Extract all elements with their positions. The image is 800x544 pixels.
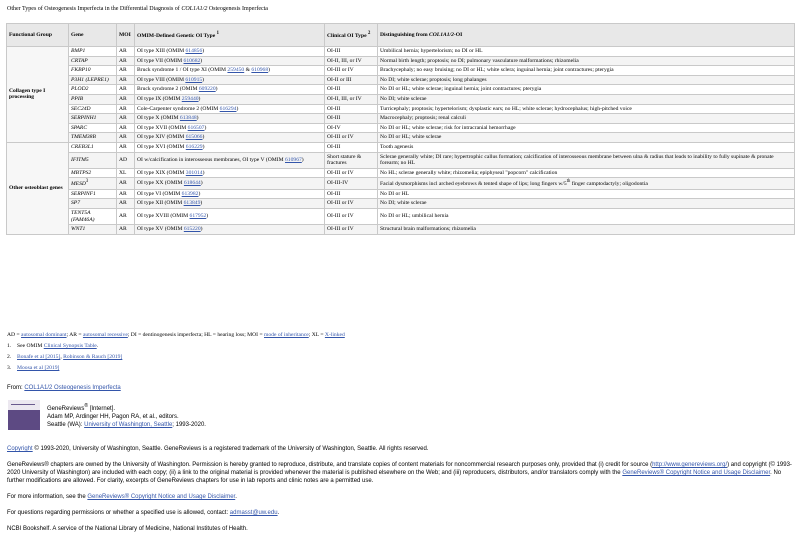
distinguishing-cell: No HL; sclerae generally white; rhizomelia; epiphyseal "popcorn" calcification (378, 168, 795, 178)
moi-cell: AR (117, 142, 135, 152)
omim-type-cell: OI type XVIII (OMIM 617952) (135, 208, 325, 224)
distinguishing-cell: Facial dysmorphisms incl arched eyebrows & tented shape of lips; long fingers w/5th finger camptodactyly; oligodontia (378, 178, 795, 189)
genereviews-cover-image[interactable] (8, 400, 40, 430)
table-row (7, 123, 795, 133)
moi-cell: AR (117, 104, 135, 114)
moi-cell: AR (117, 85, 135, 95)
omim-link[interactable]: 610682 (183, 57, 201, 64)
omim-link[interactable]: 613982 (181, 190, 199, 197)
omim-type-cell: OI type XVI (OMIM 616229) (135, 142, 325, 152)
table-row (7, 133, 795, 143)
link-copyright[interactable]: Copyright (7, 446, 33, 452)
moi-cell: AR (117, 208, 135, 224)
omim-type-cell: Bruck syndrome 2 (OMIM 609220) (135, 85, 325, 95)
distinguishing-cell: Macrocephaly; proptosis; renal calculi (378, 114, 795, 124)
clinical-type-cell: OI-III-IV (325, 178, 378, 189)
omim-type-cell: OI type XIII (OMIM 614856) (135, 47, 325, 57)
clinical-type-cell: OI-III or IV (325, 208, 378, 224)
link-x-linked[interactable]: X-linked (324, 332, 345, 338)
moi-cell: AR (117, 94, 135, 104)
omim-link[interactable]: 613848 (179, 115, 197, 122)
gene-cell: WNT1 (69, 225, 117, 235)
table-row (7, 75, 795, 85)
clinical-type-cell: OI-III or IV (325, 133, 378, 143)
omim-type-cell: OI type XIV (OMIM 615066) (135, 133, 325, 143)
omim-link[interactable]: 613849 (183, 200, 201, 207)
omim-link[interactable]: 610968 (251, 67, 269, 74)
clinical-type-cell: OI-IV (325, 123, 378, 133)
omim-type-cell: OI type XII (OMIM 613849) (135, 199, 325, 209)
distinguishing-cell: Umbilical hernia; hypertelorism; no DI or HL (378, 47, 795, 57)
omim-type-cell: OI type XV (OMIM 615220) (135, 225, 325, 235)
footnote-3: 3. Moosa et al [2019] (7, 365, 60, 371)
header-moi: MOI (117, 24, 135, 47)
moi-cell: AR (117, 199, 135, 209)
clinical-type-cell: OI-II or III (325, 75, 378, 85)
clinical-type-cell: OI-III (325, 85, 378, 95)
table-row (7, 47, 795, 57)
table-row (7, 114, 795, 124)
permission-text: GeneReviews® chapters are owned by the University of Washington. Permission is hereby granted to reproduce, distribute, and translate copies of content materials for noncommercial research purposes only, provided that (i) credit for source (http://www.genereviews.org/) and copyright (© 1993-2020 University of Washington) are included with each copy; (ii) a link to the original material is provided whenever the material is published elsewhere on the Web; and (iii) reproducers, distributors, and/or translators comply with the GeneReviews® Copyright Notice and Usage Disclaimer. No further modifications are allowed. For clarity, excerpts of GeneReviews chapters for use in lab reports and clinic notes are a permitted use. (7, 462, 792, 484)
distinguishing-cell: No DI or HL; umbilical hernia (378, 208, 795, 224)
clinical-type-cell: OI-III (325, 47, 378, 57)
clinical-type-cell: OI-II, III, or IV (325, 56, 378, 66)
omim-type-cell: OI type VIII (OMIM 610915) (135, 75, 325, 85)
legal-text (7, 445, 793, 541)
gene-cell: MBTPS2 (69, 168, 117, 178)
link-copyright-notice[interactable]: GeneReviews® Copyright Notice and Usage Disclaimer (622, 470, 771, 476)
omim-link[interactable]: 259450 (227, 67, 245, 74)
contact-text: For questions regarding permissions or whether a specified use is allowed, contact: admasst@uw.edu. (7, 510, 280, 516)
omim-link[interactable]: 610915 (185, 76, 203, 83)
table-caption (7, 5, 268, 13)
gene-cell: BMP1 (69, 47, 117, 57)
distinguishing-cell: Structural brain malformations; rhizomelia (378, 225, 795, 235)
distinguishing-cell: No DI or HL; white sclerae; inguinal hernia; joint contractures; pterygia (378, 85, 795, 95)
link-bonafe[interactable]: Bonafe et al [2015] (17, 354, 61, 360)
distinguishing-cell: No DI; white sclerae (378, 94, 795, 104)
clinical-type-cell: OI-II, III, or IV (325, 94, 378, 104)
moi-cell: AR (117, 178, 135, 189)
clinical-type-cell: OI-III (325, 142, 378, 152)
omim-link[interactable]: 259440 (181, 95, 199, 102)
abbreviations: AD = autosomal dominant; AR = autosomal recessive; DI = dentinogenesis imperfecta; HL = hearing loss; MOI = mode of inheritance; XL = X-linked (7, 332, 345, 338)
link-autosomal-recessive[interactable]: autosomal recessive (82, 332, 128, 338)
table-row (7, 178, 795, 189)
moi-cell: AR (117, 114, 135, 124)
distinguishing-cell: Normal birth length; proptosis; no DI; pulmonary vasculature malformations; rhizomelia (378, 56, 795, 66)
gene-cell: SP7 (69, 199, 117, 209)
header-clinical-type: Clinical OI Type $^2$ (325, 24, 378, 47)
link-copyright-notice-2[interactable]: GeneReviews® Copyright Notice and Usage Disclaimer (87, 494, 236, 500)
table-row (7, 142, 795, 152)
table-row (7, 225, 795, 235)
functional-group-cell: Other osteoblast genes (7, 142, 69, 234)
more-info-text: For more information, see the GeneReviews® Copyright Notice and Usage Disclaimer. (7, 494, 237, 500)
gene-cell: TENT5A (FAM46A) (69, 208, 117, 224)
distinguishing-cell: No DI; white sclerae (378, 199, 795, 209)
distinguishing-cell: No DI or HL (378, 189, 795, 199)
copyright-line: Copyright © 1993-2020, University of Washington, Seattle. GeneReviews is a registered trademark of the University of Washington, Seattle. All rights reserved. (7, 446, 429, 452)
header-distinguishing: Distinguishing from COL1A1/2-OI (378, 24, 795, 47)
omim-link[interactable]: 618644 (183, 180, 201, 187)
ncbi-bookshelf-text: NCBI Bookshelf. A service of the National Library of Medicine, National Institutes of Health. (7, 526, 248, 532)
moi-cell: AR (117, 56, 135, 66)
gene-cell: SPARC (69, 123, 117, 133)
table-row (7, 66, 795, 76)
from-line: From: COL1A1/2 Osteogenesis Imperfecta (7, 385, 121, 391)
table-header-row (7, 24, 795, 47)
functional-group-cell: Collagen type I processing (7, 47, 69, 143)
header-omim-type: OMIM-Defined Genetic OI Type $^1$ (135, 24, 325, 47)
omim-link[interactable]: 617952 (189, 213, 207, 220)
gene-cell: CREB3L1 (69, 142, 117, 152)
caption-prefix: Other Types of Osteogenesis Imperfecta in the Differential Diagnosis of (7, 6, 182, 12)
link-mode-of-inheritance[interactable]: mode of inheritance (264, 332, 309, 338)
moi-cell: AD (117, 152, 135, 168)
link-robinson-rauch[interactable]: Robinson & Rauch [2019] (63, 354, 123, 360)
clinical-type-cell: OI-III or IV (325, 199, 378, 209)
clinical-type-cell: OI-III (325, 104, 378, 114)
clinical-type-cell: OI-III or IV (325, 168, 378, 178)
table-row (7, 104, 795, 114)
distinguishing-cell: Brachycephaly; no easy bruising; no DI or HL; white sclera; inguinal hernia; joint contractures; pterygia (378, 66, 795, 76)
link-clinical-synopsis[interactable]: Clinical Synopsis Table (43, 343, 97, 349)
distinguishing-cell: No DI or HL; white sclerae (378, 133, 795, 143)
citation: GeneReviews® [Internet]. Adam MP, Ardinger HH, Pagon RA, et al., editors. Seattle (WA): University of Washington, Seattle; 1993-2020. (47, 403, 206, 428)
omim-link[interactable]: 615066 (185, 134, 203, 141)
differential-table (6, 23, 795, 235)
omim-link[interactable]: 616294 (219, 105, 237, 112)
moi-cell: AR (117, 66, 135, 76)
omim-link[interactable]: 616229 (185, 143, 203, 150)
gene-cell: SERPINH1 (69, 114, 117, 124)
clinical-type-cell: OI-III or IV (325, 225, 378, 235)
moi-cell: AR (117, 133, 135, 143)
clinical-type-cell: OI-III (325, 189, 378, 199)
omim-type-cell: OI type XVII (OMIM 616507) (135, 123, 325, 133)
omim-type-cell: Cole-Carpenter syndrome 2 (OMIM 616294) (135, 104, 325, 114)
distinguishing-cell: Tooth agenesis (378, 142, 795, 152)
gene-cell: IFITM5 (69, 152, 117, 168)
moi-cell: AR (117, 47, 135, 57)
clinical-type-cell: OI-III (325, 114, 378, 124)
moi-cell: AR (117, 225, 135, 235)
omim-type-cell: OI type XX (OMIM 618644) (135, 178, 325, 189)
moi-cell: AR (117, 75, 135, 85)
table-row (7, 94, 795, 104)
caption-gene: COL1A1/2 (181, 6, 208, 12)
gene-cell: SEC24D (69, 104, 117, 114)
table-row (7, 199, 795, 209)
omim-link[interactable]: 616507 (187, 124, 205, 131)
link-autosomal-dominant[interactable]: autosomal dominant (21, 332, 67, 338)
moi-cell: XL (117, 168, 135, 178)
moi-cell: AR (117, 123, 135, 133)
caption-suffix: Osteogenesis Imperfecta (207, 6, 268, 12)
header-functional-group: Functional Group (7, 24, 69, 47)
gene-cell: PLOD2 (69, 85, 117, 95)
omim-link[interactable]: 301014 (185, 169, 203, 176)
link-moosa[interactable]: Moosa et al [2019] (17, 365, 60, 371)
distinguishing-cell: Turricephaly; proptosis; hypertelorism; dysplastic ears; no HL; white sclerae; hydrocephalus; high-pitched voice (378, 104, 795, 114)
omim-link[interactable]: 614856 (185, 48, 203, 54)
omim-type-cell: OI w/calcification in interosseous membranes, OI type V (OMIM 610967) (135, 152, 325, 168)
clinical-type-cell: Short stature & fractures (325, 152, 378, 168)
omim-type-cell: OI type IX (OMIM 259440) (135, 94, 325, 104)
gene-cell: MESD$^3$ (69, 178, 117, 189)
link-email[interactable]: admasst@uw.edu (229, 510, 278, 516)
omim-type-cell: OI type X (OMIM 613848) (135, 114, 325, 124)
table-row (7, 56, 795, 66)
gene-cell: CRTAP (69, 56, 117, 66)
omim-type-cell: OI type VII (OMIM 610682) (135, 56, 325, 66)
omim-type-cell: OI type VI (OMIM 613982) (135, 189, 325, 199)
distinguishing-cell: No DI or HL; white sclerae; risk for intracranial hemorrhage (378, 123, 795, 133)
table-row (7, 189, 795, 199)
link-uw-seattle[interactable]: University of Washington, Seattle (84, 422, 173, 428)
gene-cell: PPIB (69, 94, 117, 104)
table-notes (7, 331, 345, 372)
link-source-chapter[interactable]: COL1A1/2 Osteogenesis Imperfecta (24, 385, 121, 391)
distinguishing-cell: No DI; white sclerae; proptosis; long phalanges (378, 75, 795, 85)
omim-link[interactable]: 609220 (198, 86, 216, 93)
table-row (7, 152, 795, 168)
clinical-type-cell: OI-III or IV (325, 66, 378, 76)
header-gene: Gene (69, 24, 117, 47)
table-row (7, 208, 795, 224)
gene-cell: FKBP10 (69, 66, 117, 76)
gene-cell: P3H1 (LEPRE1) (69, 75, 117, 85)
table-row (7, 85, 795, 95)
omim-type-cell: OI type XIX (OMIM 301014) (135, 168, 325, 178)
omim-link[interactable]: 610967 (285, 156, 302, 163)
table-row (7, 168, 795, 178)
gene-cell: SERPINF1 (69, 189, 117, 199)
omim-type-cell: Bruck syndrome 1 / OI type XI (OMIM 259450 & 610968) (135, 66, 325, 76)
moi-cell: AR (117, 189, 135, 199)
distinguishing-cell: Sclerae generally white; DI rare; hypertrophic callus formation; calcification of interosseous membrane between ulna & radius that leads to inability to fully supinate & pronate forearm; no HL (378, 152, 795, 168)
link-genereviews-site[interactable]: http://www.genereviews.org/ (652, 462, 728, 468)
footnote-2: 2. Bonafe et al [2015], Robinson & Rauch [2019] (7, 354, 123, 360)
footnote-1: 1. See OMIM Clinical Synopsis Table. (7, 343, 99, 349)
omim-link[interactable]: 615220 (183, 226, 201, 233)
gene-cell: TMEM38B (69, 133, 117, 143)
